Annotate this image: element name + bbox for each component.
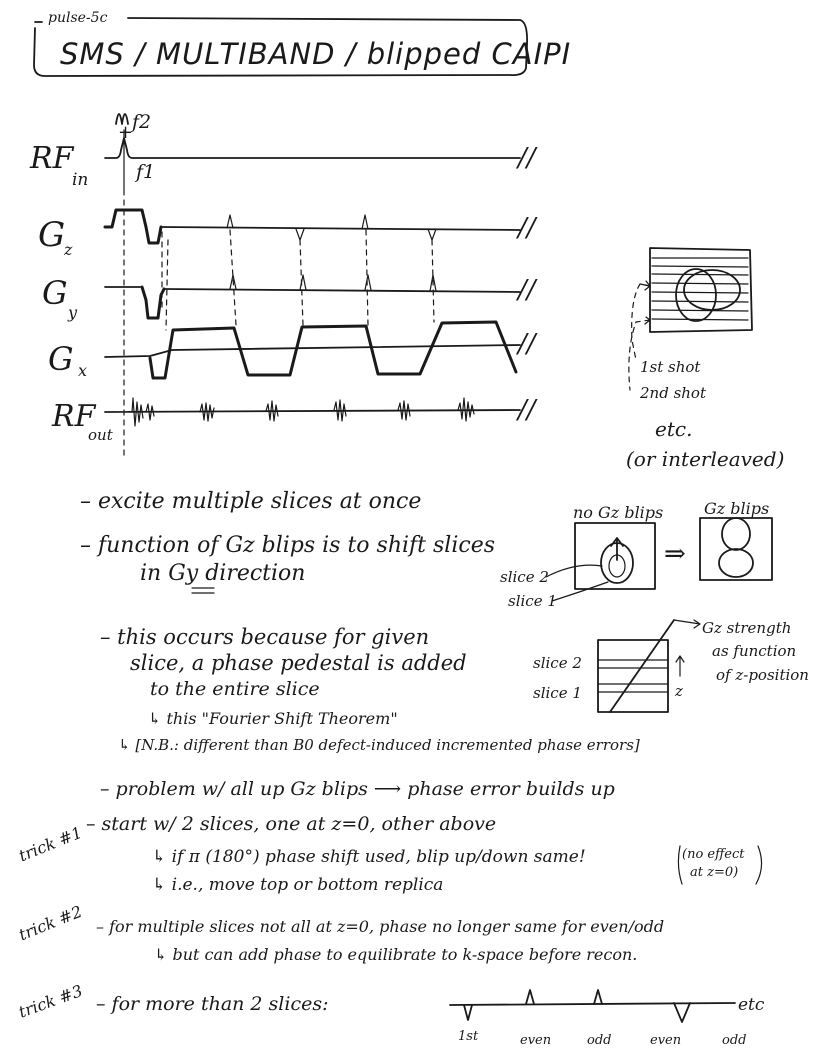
trick2-label: trick #2 (16, 901, 85, 945)
f1-label: f1 (136, 161, 156, 183)
trick1-label: trick #1 (16, 822, 85, 866)
rf-out-sub: out (88, 426, 113, 444)
etc-label: etc. (655, 417, 693, 441)
svg-text://: // (518, 213, 536, 243)
trick1-note1: (no effect (682, 847, 745, 862)
trick3-axis (450, 1003, 735, 1005)
second-shot-label: 2nd shot (640, 384, 706, 402)
waveform-labels (29, 111, 155, 444)
note-excite: – excite multiple slices at once (80, 489, 422, 514)
gx-label: G (48, 340, 74, 378)
gz-function-label: as function (712, 642, 797, 660)
svg-text://: // (518, 329, 536, 359)
no-blips-label: no Gz blips (573, 503, 664, 522)
gz-label: G (38, 215, 66, 255)
slice2-label-a: slice 2 (500, 568, 549, 586)
note-function-b: in Gy direction (140, 561, 306, 586)
svg-text://: // (518, 395, 536, 425)
slice1-label-b: slice 1 (533, 684, 582, 702)
break-marks (515, 143, 538, 425)
rf-in-sub: in (72, 170, 89, 190)
trick1-b: ↳ if π (180°) phase shift used, blip up/down same! (152, 847, 586, 867)
trick3-tick-0: 1st (458, 1029, 479, 1044)
slice1-label-a: slice 1 (508, 592, 557, 610)
gy-sub: y (68, 303, 78, 322)
svg-text://: // (518, 275, 536, 305)
gz-trace (105, 210, 161, 243)
pulse-sequence-diagram (105, 114, 538, 460)
trick2-b: ↳ but can add phase to equilibrate to k-space before recon. (154, 945, 638, 964)
slice2-label-b: slice 2 (533, 654, 582, 672)
plus-sign: + (118, 122, 134, 143)
page-title: SMS / MULTIBAND / blipped CAIPI (60, 37, 572, 71)
rf-in-trace (105, 138, 520, 158)
kspace-shots-sketch (626, 248, 784, 471)
gz-position-label: of z-position (716, 666, 809, 684)
trick3-tick-4: odd (722, 1033, 747, 1048)
trick1-note2: at z=0) (690, 865, 739, 880)
note-occurs-a: – this occurs because for given (100, 625, 430, 649)
svg-text://: // (518, 143, 536, 173)
interleaved-label: (or interleaved) (626, 447, 785, 471)
note-occurs-b: slice, a phase pedestal is added (130, 651, 467, 675)
note-nb: ↳ [N.B.: different than B0 defect-induced incremented phase errors] (118, 736, 640, 754)
alignment-lines (124, 190, 434, 460)
f2-label: f2 (132, 111, 152, 133)
trick-1 (16, 813, 762, 895)
trick3-label: trick #3 (16, 981, 86, 1022)
pulse-tag: pulse-5c (48, 10, 108, 26)
blips-label: Gz blips (704, 499, 770, 518)
title-box (34, 10, 571, 76)
first-shot-label: 1st shot (640, 358, 701, 376)
transform-arrow: ⇒ (664, 539, 686, 569)
rf-out-label: RF (52, 399, 96, 434)
gx-sub: x (78, 361, 88, 380)
trick3-tick-3: even (650, 1033, 682, 1048)
gz-sub: z (64, 240, 73, 259)
trick3-etc: etc (738, 995, 765, 1015)
gz-strength-label: Gz strength (702, 619, 792, 637)
note-problem: – problem w/ all up Gz blips ⟶ phase error builds up (100, 778, 615, 800)
gz-strength-figure (533, 619, 809, 712)
trick2-a: – for multiple slices not all at z=0, phase no longer same for even/odd (96, 917, 665, 936)
gy-label: G (42, 274, 68, 312)
note-fourier: ↳ this "Fourier Shift Theorem" (148, 709, 398, 728)
z-axis-label: z (675, 682, 683, 700)
trick1-c: ↳ i.e., move top or bottom replica (152, 875, 444, 895)
trick1-a: – start w/ 2 slices, one at z=0, other above (86, 813, 497, 835)
note-occurs-c: to the entire slice (150, 678, 320, 700)
trick-2 (16, 902, 664, 964)
notes-list (80, 489, 640, 800)
trick-3 (16, 981, 765, 1048)
trick3-tick-1: even (520, 1033, 552, 1048)
trick3-a: – for more than 2 slices: (96, 993, 329, 1015)
note-function-a: – function of Gz blips is to shift slices (80, 533, 496, 558)
gx-trace (105, 345, 520, 357)
blip-figure (500, 499, 772, 610)
trick3-tick-2: odd (587, 1033, 612, 1048)
rf-in-label: RF (30, 141, 74, 176)
